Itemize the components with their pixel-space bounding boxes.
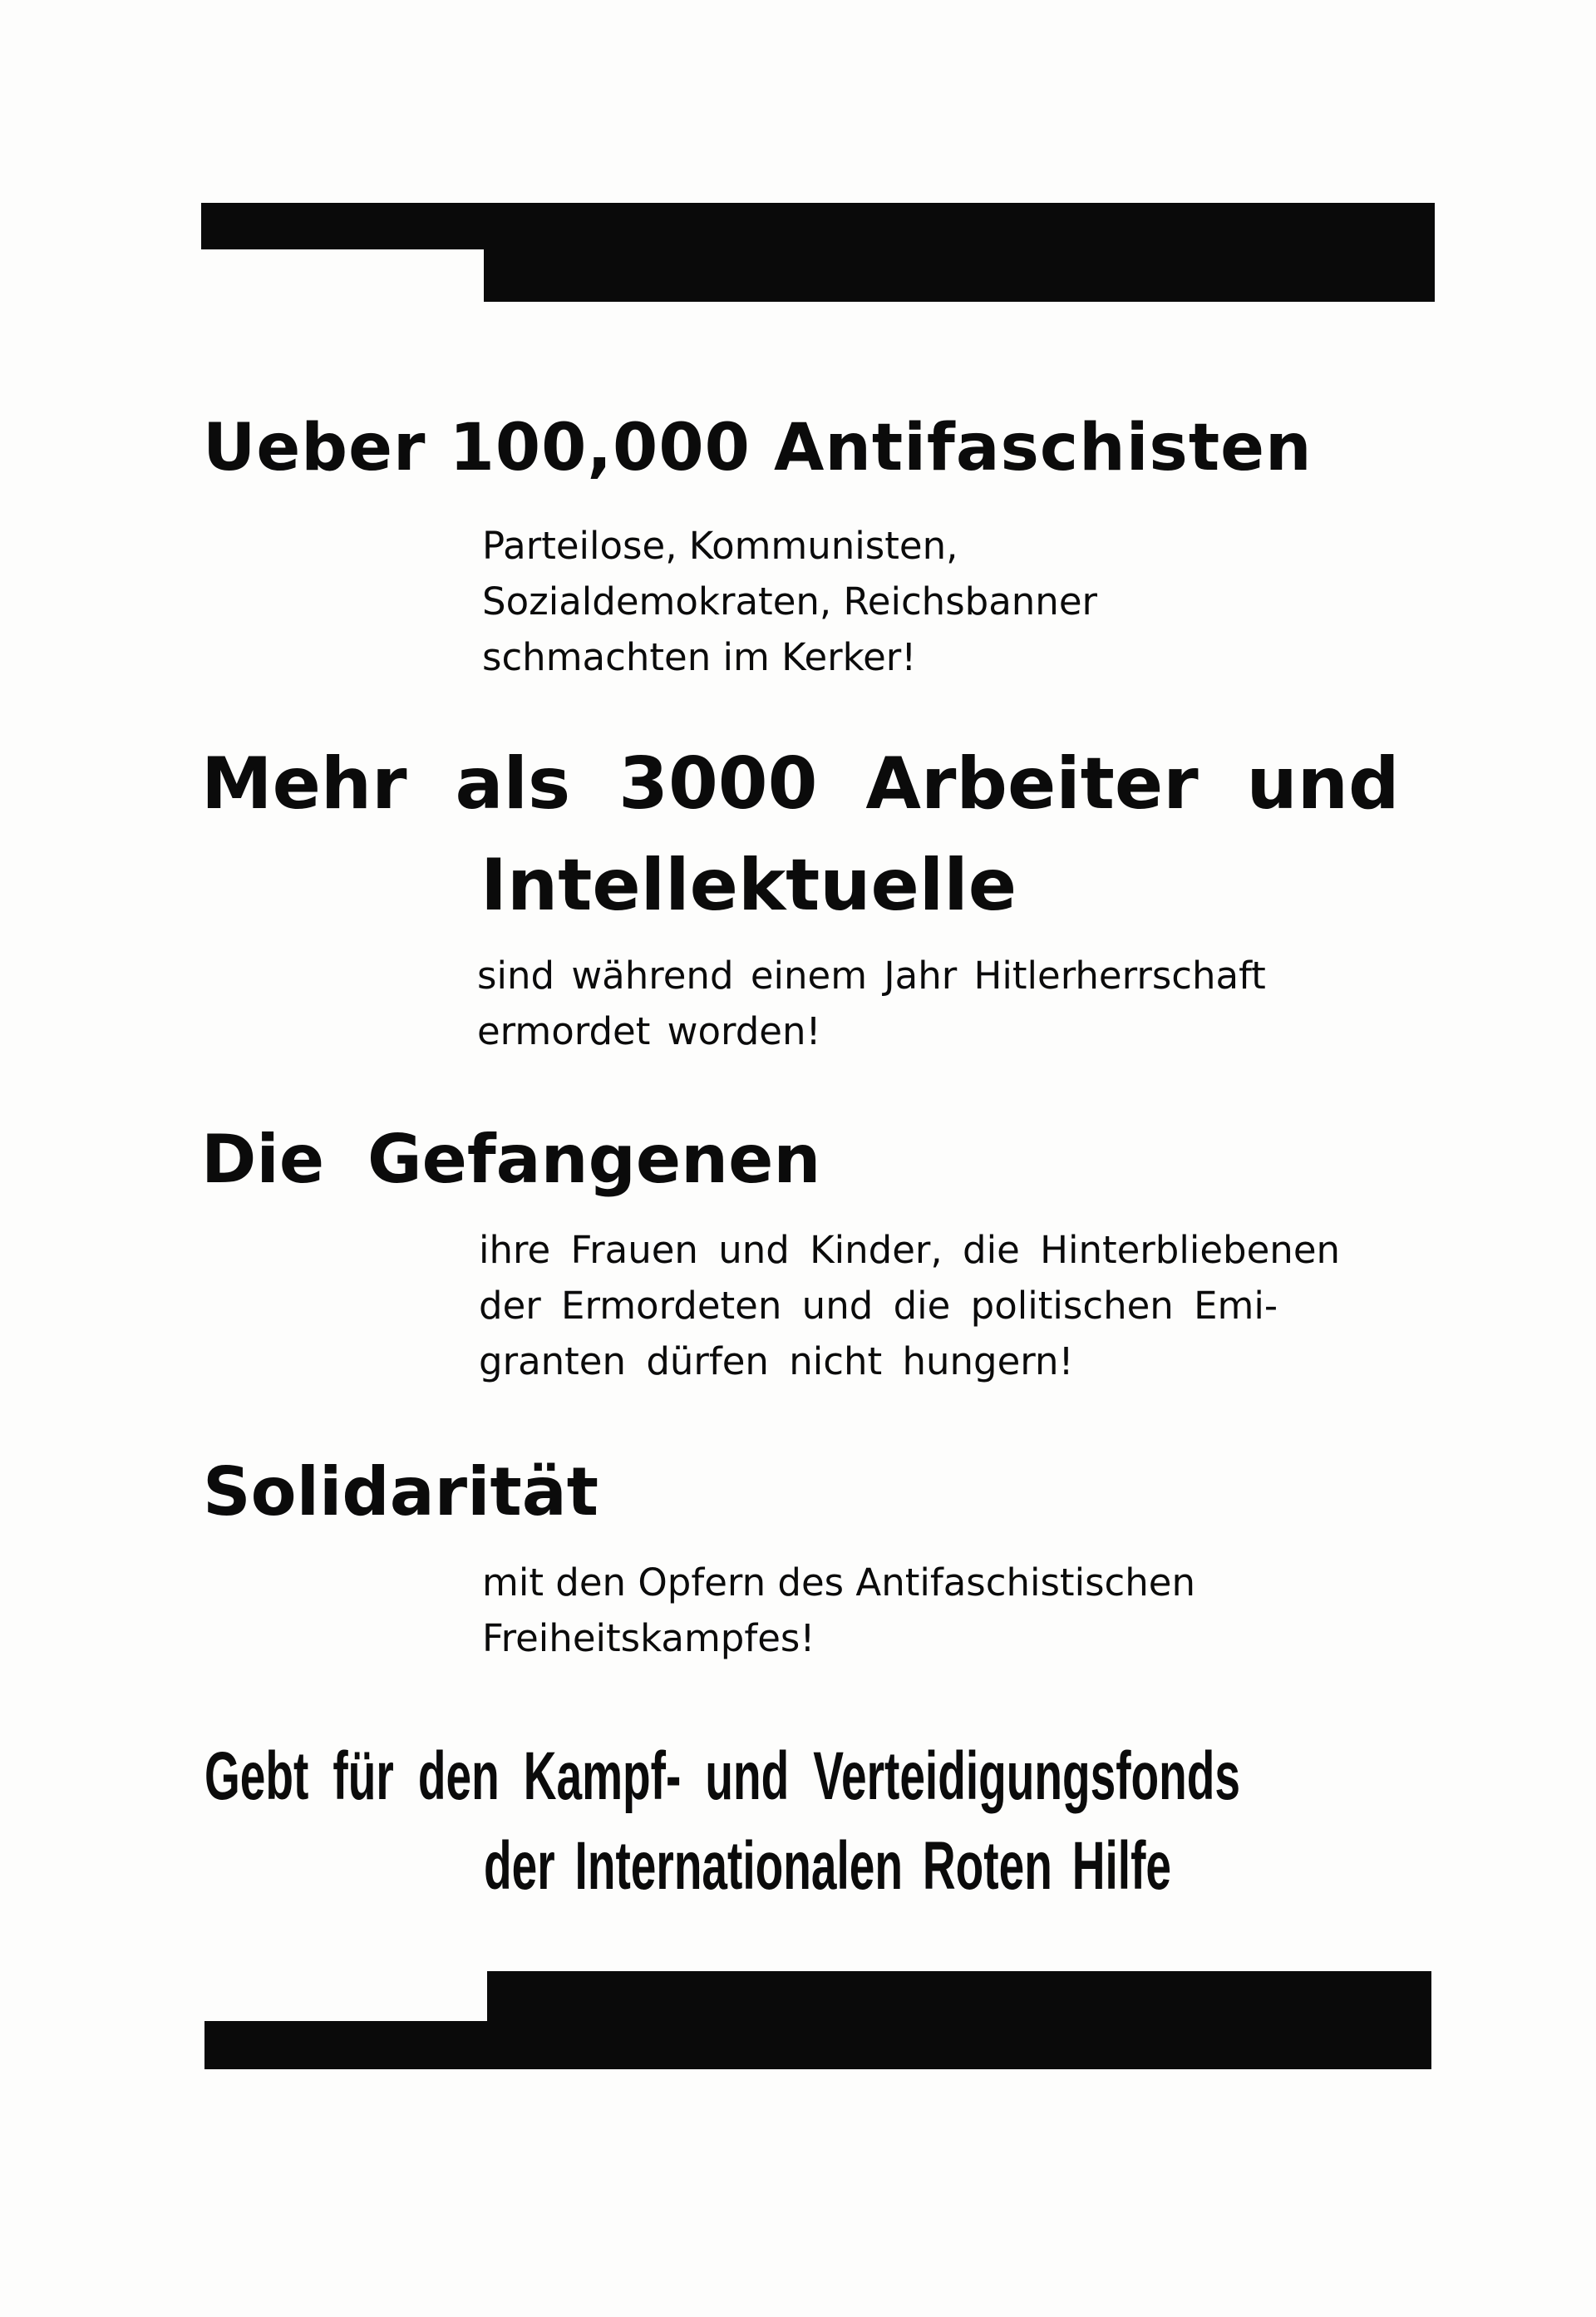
text-line: der Ermordeten und die politischen Emi-: [479, 1284, 1278, 1328]
call-to-action-line-1: Gebt für den Kampf- und Verteidigungsfonds: [204, 1737, 1241, 1815]
text-line: mit den Opfern des Antifaschistischen: [482, 1560, 1195, 1605]
text-line: sind während einem Jahr Hitlerherrschaft: [477, 954, 1266, 998]
headline-arbeiter-line-2: Intellektuelle: [480, 844, 1017, 927]
text-solidaritaet: [482, 1555, 1195, 1666]
headline-solidaritaet: Solidarität: [203, 1453, 599, 1531]
text-line: granten dürfen nicht hungern!: [479, 1339, 1074, 1383]
bottom-bar-left: [204, 2021, 487, 2069]
headline-arbeiter-line-1: Mehr als 3000 Arbeiter und: [201, 742, 1400, 826]
text-line: Parteilose, Kommunisten,: [482, 524, 958, 568]
top-bar-right: [484, 203, 1435, 302]
headline-antifaschisten: Ueber 100,000 Antifaschisten: [203, 411, 1313, 486]
text-line: Sozialdemokraten, Reichsbanner: [482, 579, 1098, 624]
text-line: schmachten im Kerker!: [482, 635, 917, 679]
text-line: Freiheitskampfes!: [482, 1616, 815, 1660]
text-arbeiter: [477, 948, 1266, 1059]
text-line: ihre Frauen und Kinder, die Hinterbliebenen: [479, 1228, 1341, 1272]
text-antifaschisten: [482, 518, 1097, 685]
bottom-bar-right: [487, 1971, 1431, 2069]
headline-gefangenen: Die Gefangenen: [201, 1121, 821, 1198]
call-to-action-line-2: der Internationalen Roten Hilfe: [484, 1826, 1172, 1905]
text-line: ermordet worden!: [477, 1009, 821, 1053]
top-bar-left: [201, 203, 484, 249]
text-gefangenen: [479, 1222, 1340, 1389]
